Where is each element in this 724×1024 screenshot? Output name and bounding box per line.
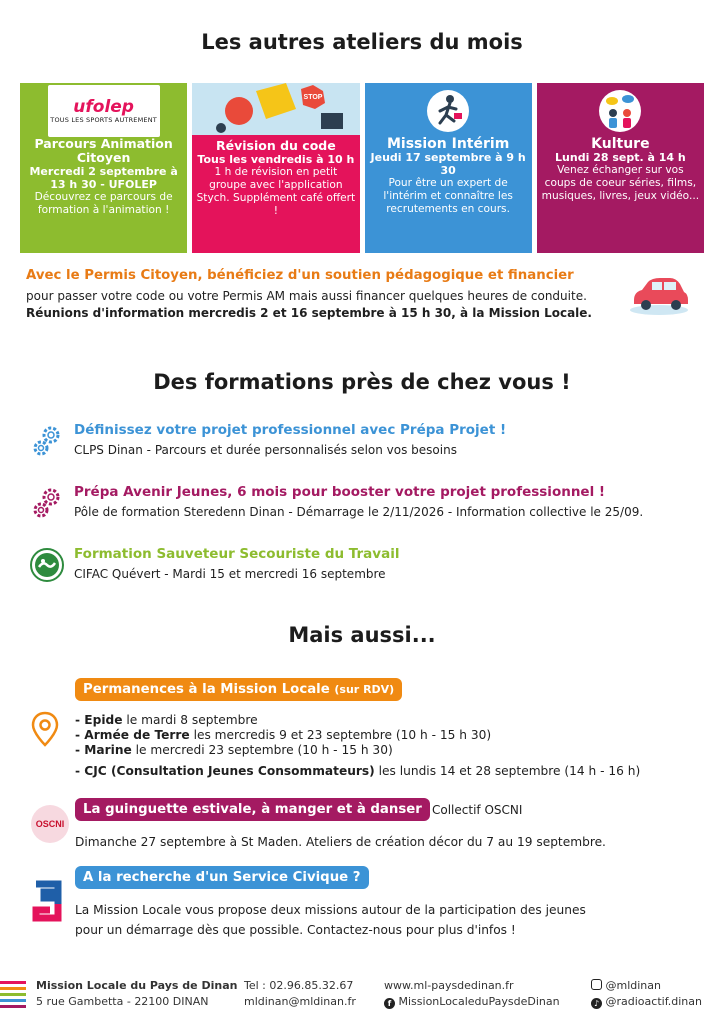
card-kulture[interactable] bbox=[537, 83, 704, 253]
formation-title: Définissez votre projet professionnel avec Prépa Projet ! bbox=[74, 422, 507, 438]
ufolep-logo: ufolep TOUS LES SPORTS AUTREMENT bbox=[24, 89, 183, 133]
guinguette-label: La guinguette estivale, à manger et à danser bbox=[75, 798, 430, 821]
card-title: Mission Intérim bbox=[386, 136, 510, 152]
runner-illustration bbox=[369, 89, 528, 133]
footer-tiktok[interactable]: ♪ @radioactif.dinan bbox=[591, 994, 702, 1010]
list-item: - Marine le mercredi 23 septembre (10 h - 15 h 30) bbox=[75, 743, 393, 757]
list-item: - Armée de Terre les mercredis 9 et 23 septembre (10 h - 15 h 30) bbox=[75, 728, 492, 742]
card-body: Pour être un expert de l'intérim et connaître les recrutements en cours. bbox=[383, 177, 513, 215]
people-chat-illustration bbox=[541, 89, 700, 133]
footer bbox=[0, 976, 724, 1016]
facebook-icon: f bbox=[384, 998, 395, 1009]
card-date: Lundi 28 sept. à 14 h bbox=[555, 151, 686, 164]
permis-citoyen-block bbox=[26, 268, 626, 322]
permis-info-line: Réunions d'information mercredis 2 et 16 septembre à 15 h 30, à la Mission Locale. bbox=[26, 306, 592, 320]
section-title-formations: Des formations près de chez vous ! bbox=[153, 370, 571, 394]
footer-tel[interactable]: Tel : 02.96.85.32.67 bbox=[244, 979, 354, 992]
service-civique-logo bbox=[32, 880, 62, 926]
instagram-icon bbox=[591, 979, 602, 990]
formation-title: Prépa Avenir Jeunes, 6 mois pour booster votre projet professionnel ! bbox=[74, 484, 606, 500]
location-pin-icon bbox=[30, 711, 60, 751]
service-civique-text: La Mission Locale vous propose deux missions autour de la participation des jeunes pour un démarrage dès que possible. Contactez-nous pour plus d'infos ! bbox=[75, 903, 586, 937]
tiktok-icon: ♪ bbox=[591, 998, 602, 1009]
formation-prepa-projet[interactable] bbox=[28, 422, 708, 460]
workshop-cards bbox=[20, 83, 704, 253]
card-title: Parcours Animation Citoyen bbox=[34, 136, 173, 165]
card-body: Découvrez ce parcours de formation à l'animation ! bbox=[34, 191, 173, 216]
formation-prepa-avenir[interactable] bbox=[28, 484, 708, 522]
car-icon bbox=[628, 272, 690, 320]
svg-text:OSCNI: OSCNI bbox=[35, 819, 65, 829]
card-mission-interim[interactable] bbox=[365, 83, 532, 253]
permis-headline: Avec le Permis Citoyen, bénéficiez d'un soutien pédagogique et financier bbox=[26, 268, 574, 283]
footer-address: 5 rue Gambetta - 22100 DINAN bbox=[36, 995, 209, 1008]
permanences-list bbox=[75, 712, 640, 780]
first-aid-badge-icon bbox=[28, 546, 66, 584]
card-body: 1 h de révision en petit groupe avec l'application Stych. Supplément café offert ! bbox=[196, 166, 356, 217]
formation-details: CIFAC Quévert - Mardi 15 et mercredi 16 septembre bbox=[74, 567, 386, 581]
formation-title: Formation Sauveteur Secouriste du Travail bbox=[74, 546, 400, 562]
footer-email[interactable]: mldinan@mldinan.fr bbox=[244, 995, 356, 1008]
card-parcours-animation[interactable] bbox=[20, 83, 187, 253]
footer-facebook[interactable]: f MissionLocaleduPaysdeDinan bbox=[384, 994, 560, 1010]
formation-details: Pôle de formation Steredenn Dinan - Démarrage le 2/11/2026 - Information collective le 25/09. bbox=[74, 505, 644, 519]
guinguette-text: Dimanche 27 septembre à St Maden. Ateliers de création décor du 7 au 19 septembre. bbox=[75, 835, 606, 849]
card-body: Venez échanger sur vos coups de coeur séries, films, musiques, livres, jeux vidéo... bbox=[541, 164, 700, 202]
card-date: Jeudi 17 septembre à 9 h 30 bbox=[370, 151, 526, 177]
section-title-mais-aussi: Mais aussi... bbox=[288, 623, 436, 647]
card-title: Kulture bbox=[591, 136, 650, 152]
road-sign-illustration bbox=[192, 83, 359, 135]
permis-line: pour passer votre code ou votre Permis AM mais aussi financer quelques heures de conduite. bbox=[26, 289, 587, 303]
guinguette-org: Collectif OSCNI bbox=[432, 803, 523, 817]
footer-website[interactable]: www.ml-paysdedinan.fr bbox=[384, 979, 514, 992]
oscni-logo bbox=[30, 804, 70, 848]
list-item: - Epide le mardi 8 septembre bbox=[75, 713, 258, 727]
footer-instagram[interactable]: @mldinan bbox=[591, 978, 702, 994]
formation-details: CLPS Dinan - Parcours et durée personnalisés selon vos besoins bbox=[74, 443, 457, 457]
gears-icon bbox=[28, 422, 66, 460]
list-item: - CJC (Consultation Jeunes Consommateurs) les lundis 14 et 28 septembre (14 h - 16 h) bbox=[75, 764, 641, 778]
card-date: Mercredi 2 septembre à 13 h 30 - UFOLEP bbox=[29, 165, 178, 191]
brand-stripes bbox=[0, 981, 26, 1011]
card-title: Révision du code bbox=[216, 138, 336, 153]
permanences-label: Permanences à la Mission Locale (sur RDV) bbox=[75, 678, 402, 701]
gears-icon bbox=[28, 484, 66, 522]
card-revision-code[interactable] bbox=[192, 83, 359, 253]
section-title-ateliers: Les autres ateliers du mois bbox=[201, 30, 523, 54]
svg-text:STOP: STOP bbox=[303, 94, 323, 101]
footer-org: Mission Locale du Pays de Dinan bbox=[36, 979, 238, 992]
formation-sst[interactable] bbox=[28, 546, 708, 584]
card-date: Tous les vendredis à 10 h bbox=[197, 153, 355, 166]
service-civique-label: A la recherche d'un Service Civique ? bbox=[75, 866, 369, 889]
